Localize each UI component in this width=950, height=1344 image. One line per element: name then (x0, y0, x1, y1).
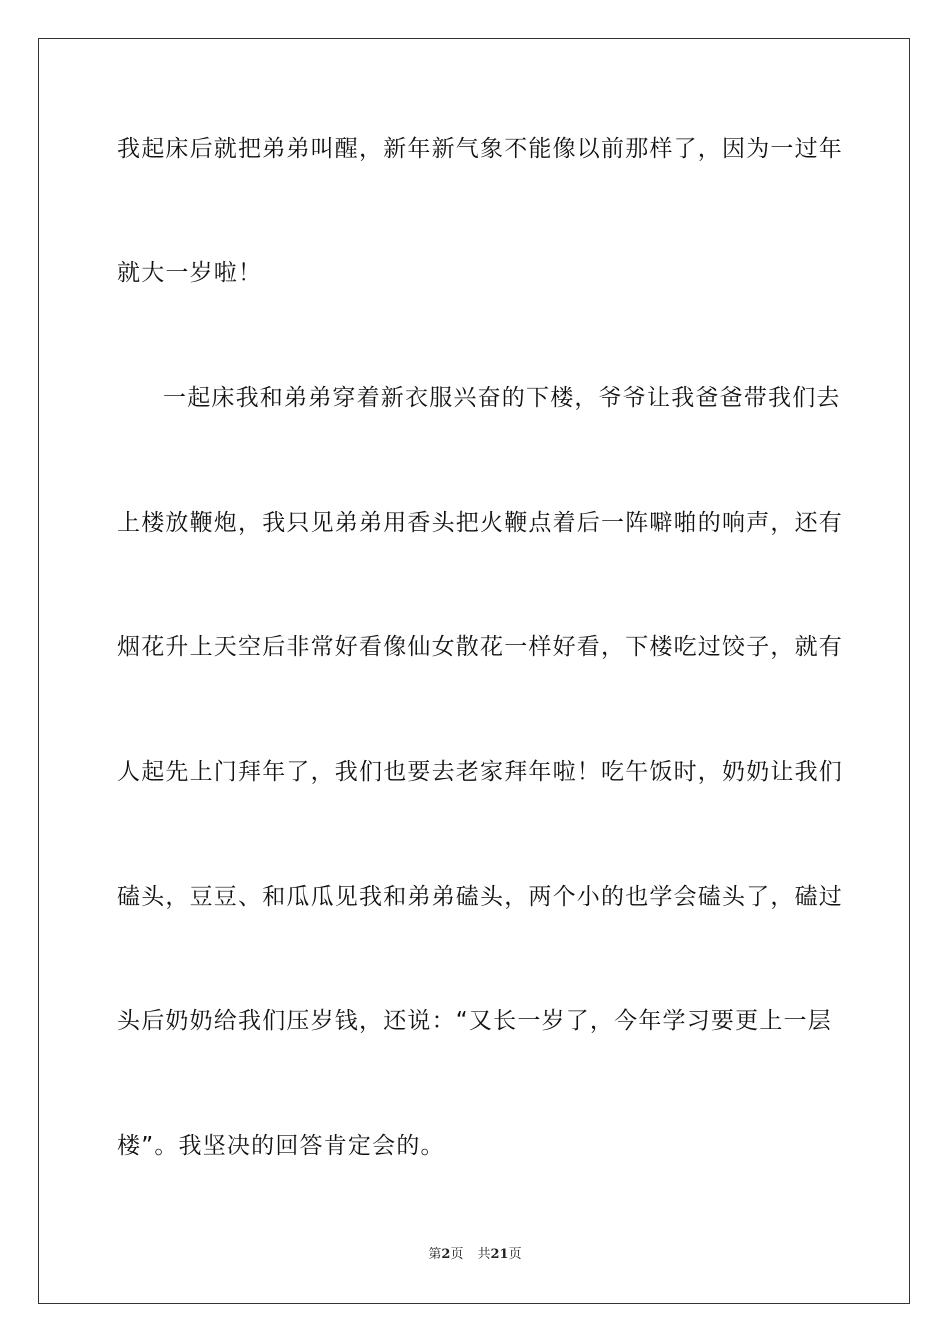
page-suffix: 页 (450, 1247, 464, 1262)
text-line-8: 头后奶奶给我们压岁钱，还说：“又长一岁了，今年学习要更上一层 (117, 1008, 832, 1034)
total-prefix: 共 (477, 1247, 491, 1262)
page-footer (0, 1246, 950, 1264)
page-border (38, 38, 910, 1304)
page-prefix: 第 (428, 1247, 442, 1262)
text-line-2: 就大一岁啦！ (117, 260, 263, 286)
text-line-5: 烟花升上天空后非常好看像仙女散花一样好看，下楼吃过饺子，就有 (117, 634, 843, 660)
text-line-1: 我起床后就把弟弟叫醒，新年新气象不能像以前那样了，因为一过年 (117, 136, 843, 162)
text-line-3: 一起床我和弟弟穿着新衣服兴奋的下楼，爷爷让我爸爸带我们去 (163, 385, 841, 411)
total-pages: 21 (490, 1247, 509, 1262)
text-line-7: 磕头，豆豆、和瓜瓜见我和弟弟磕头，两个小的也学会磕头了，磕过 (117, 884, 843, 910)
text-line-9: 楼”。我坚决的回答肯定会的。 (117, 1133, 445, 1159)
text-line-4: 上楼放鞭炮，我只见弟弟用香头把火鞭点着后一阵噼啪的响声，还有 (117, 510, 843, 536)
text-line-6: 人起先上门拜年了，我们也要去老家拜年啦！吃午饭时，奶奶让我们 (117, 759, 843, 785)
page-number: 2 (441, 1247, 451, 1262)
total-suffix: 页 (508, 1247, 522, 1262)
